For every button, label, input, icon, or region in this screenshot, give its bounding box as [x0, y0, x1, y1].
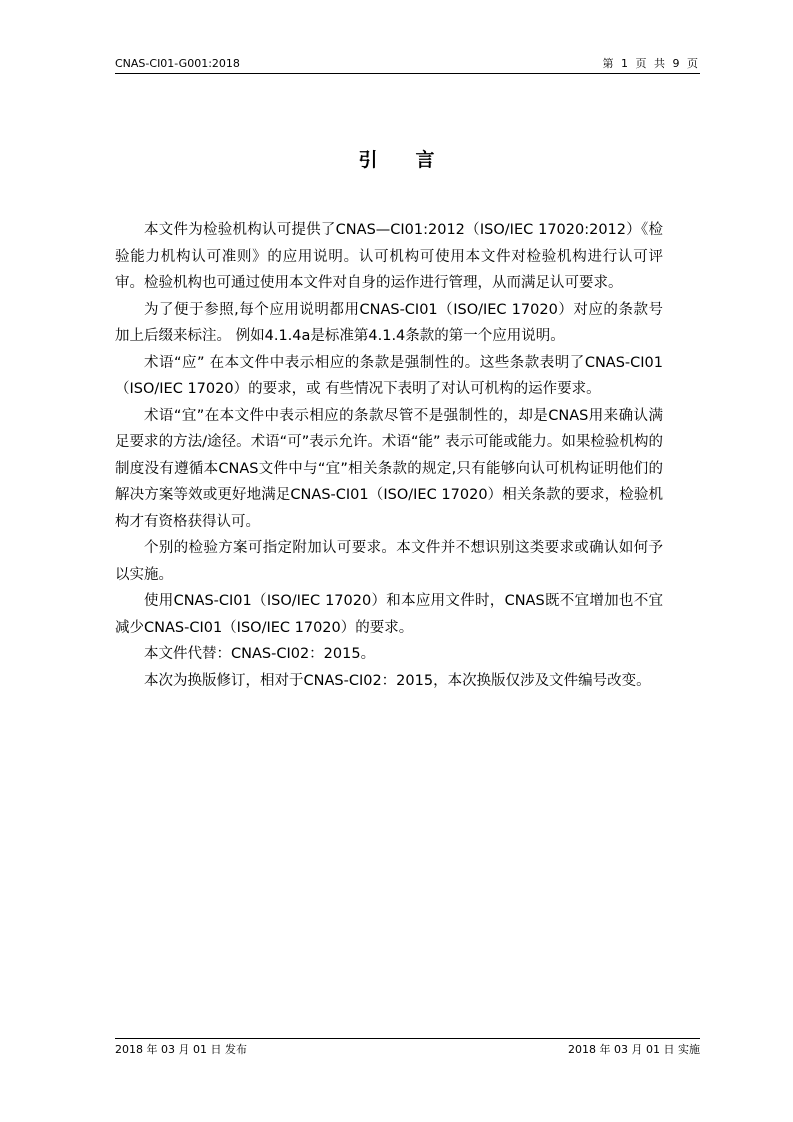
paragraph: 本文件为检验机构认可提供了CNAS—CI01:2012（ISO/IEC 17020:2012）《检验能力机构认可准则》的应用说明。认可机构可使用本文件对检验机构进行认可评审。检验机构也可通过使用本文件对自身的运作进行管理，从而满足认可要求。	[115, 222, 663, 291]
paragraph: 本文件代替：CNAS-CI02：2015。	[144, 646, 376, 662]
document-code: CNAS-CI01-G001:2018	[115, 57, 240, 70]
page-number: 第 1 页 共 9 页	[602, 57, 700, 70]
paragraph: 为了便于参照,每个应用说明都用CNAS-CI01（ISO/IEC 17020）对应的条款号加上后缀来标注。 例如4.1.4a是标准第4.1.4条款的第一个应用说明。	[115, 301, 663, 344]
paragraph: 术语“宜”在本文件中表示相应的条款尽管不是强制性的，却是CNAS用来确认满足要求的方法/途径。术语“可”表示允许。术语“能” 表示可能或能力。如果检验机构的制度没有遵循本CNAS文件中与“宜”相关条款的规定,只有能够向认可机构证明他们的解决方案等效或更好地满足CNAS-CI01（ISO/IEC 17020）相关条款的要求，检验机构才有资格获得认可。	[115, 407, 663, 530]
page-header	[115, 57, 700, 74]
paragraph: 术语“应” 在本文件中表示相应的条款是强制性的。这些条款表明了CNAS-CI01（ISO/IEC 17020）的要求，或 有些情况下表明了对认可机构的运作要求。	[115, 354, 663, 397]
issue-date: 2018 年 03 月 01 日 发布	[115, 1043, 247, 1056]
page-footer	[115, 1038, 700, 1059]
paragraph: 个别的检验方案可指定附加认可要求。本文件并不想识别这类要求或确认如何予以实施。	[115, 540, 663, 583]
paragraph: 本次为换版修订，相对于CNAS-CI02：2015，本次换版仅涉及文件编号改变。	[144, 672, 651, 689]
effective-date: 2018 年 03 月 01 日 实施	[568, 1043, 700, 1056]
page-title: 引言	[358, 149, 473, 171]
body-text	[115, 217, 663, 694]
paragraph: 使用CNAS-CI01（ISO/IEC 17020）和本应用文件时，CNAS既不宜增加也不宜减少CNAS-CI01（ISO/IEC 17020）的要求。	[115, 593, 663, 636]
